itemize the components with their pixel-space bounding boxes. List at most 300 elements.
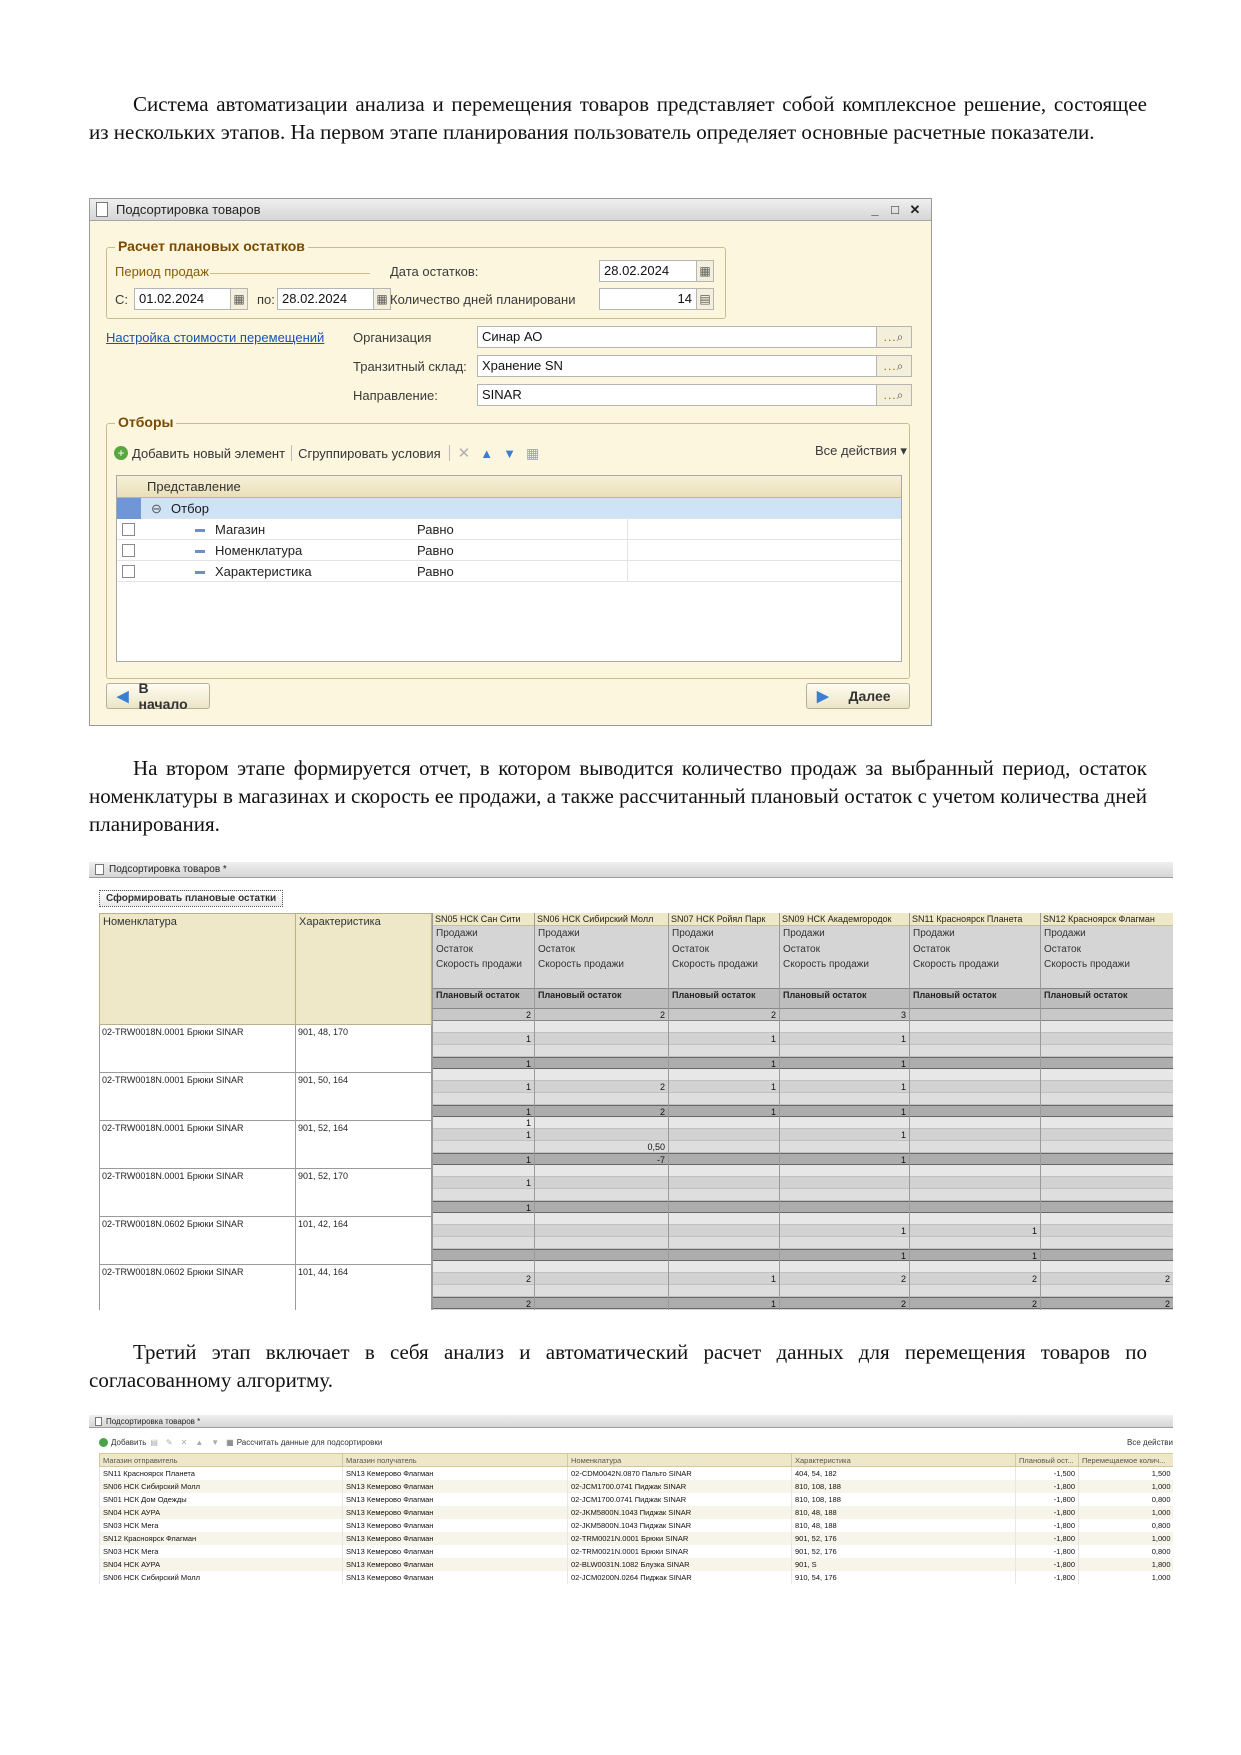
add-button[interactable]: Добавить	[111, 1437, 147, 1447]
table-cell: -1,800	[1016, 1480, 1079, 1493]
add-element-button[interactable]: Добавить новый элемент	[132, 445, 286, 461]
filters-table-header	[117, 476, 901, 498]
nomenclature-header: Номенклатура	[99, 913, 296, 1025]
table-row[interactable]	[100, 1506, 1174, 1519]
store-value: 1	[433, 1057, 534, 1069]
filter-checkbox[interactable]	[122, 565, 135, 578]
filter-field-name: Магазин	[215, 522, 266, 537]
table-cell: -1,800	[1016, 1506, 1079, 1519]
table-cell: 1,000	[1079, 1506, 1174, 1519]
store-item-block	[535, 1021, 668, 1069]
store-value: 2	[910, 1273, 1040, 1285]
table-cell: 901, S	[792, 1558, 1016, 1571]
group-conditions-button[interactable]: Сгруппировать условия	[298, 445, 441, 461]
settings-grid-icon[interactable]: ▦	[525, 444, 540, 461]
table-cell: SN03 НСК Мега	[100, 1519, 343, 1532]
store-item-block	[780, 1261, 909, 1309]
table-cell: 0,800	[1079, 1545, 1174, 1558]
store-value	[433, 1045, 534, 1057]
store-name: SN06 НСК Сибирский Молл	[535, 913, 668, 926]
store-item-block	[1041, 1117, 1173, 1165]
table-cell: 1,800	[1079, 1558, 1174, 1571]
table-cell: SN13 Кемерово Флагман	[343, 1532, 568, 1545]
from-label: С:	[115, 292, 128, 307]
store-value	[669, 1129, 779, 1141]
field-icon	[195, 550, 205, 553]
store-value	[910, 1057, 1040, 1069]
store-value	[1041, 1069, 1173, 1081]
table-cell: -1,500	[1016, 1467, 1079, 1480]
store-value: 2	[433, 1297, 534, 1309]
table-cell: SN03 НСК Мега	[100, 1545, 343, 1558]
store-total: 2	[535, 1009, 668, 1021]
table-cell: 02-TRM0021N.0001 Брюки SINAR	[568, 1545, 792, 1558]
report-row-headers	[99, 913, 432, 1310]
store-value	[1041, 1093, 1173, 1105]
store-value	[780, 1165, 909, 1177]
store-value	[780, 1189, 909, 1201]
edit-icon[interactable]: ✎	[165, 1437, 173, 1447]
search-icon: ⌕	[896, 330, 905, 344]
store-item-block	[669, 1117, 779, 1165]
calculate-icon: ▦	[226, 1437, 234, 1447]
store-value	[910, 1033, 1040, 1045]
store-value	[910, 1045, 1040, 1057]
store-column	[432, 913, 534, 1310]
store-value: -7	[535, 1153, 668, 1165]
document-icon	[95, 864, 104, 875]
speed-label: Скорость продажи	[910, 958, 1040, 988]
table-cell: 1,000	[1079, 1480, 1174, 1493]
planning-days-field[interactable]: 14	[599, 288, 697, 310]
store-value: 1	[433, 1153, 534, 1165]
back-to-start-button[interactable]	[106, 680, 210, 712]
calculate-data-button[interactable]: Рассчитать данные для подсортировки	[236, 1437, 383, 1447]
store-value	[535, 1093, 668, 1105]
assortment-window-step1	[89, 198, 932, 726]
table-cell: SN04 НСК АУРА	[100, 1506, 343, 1519]
store-value	[780, 1237, 909, 1249]
store-value	[535, 1057, 668, 1069]
stock-label: Остаток	[910, 942, 1040, 958]
table-row[interactable]	[100, 1467, 1174, 1480]
store-value	[433, 1093, 534, 1105]
table-cell: 810, 108, 188	[792, 1493, 1016, 1506]
organization-field[interactable]: Синар АО	[477, 326, 877, 348]
store-value	[433, 1189, 534, 1201]
store-total: 2	[669, 1009, 779, 1021]
store-value	[433, 1237, 534, 1249]
window-title: Подсортировка товаров *	[106, 1416, 201, 1426]
store-value	[669, 1117, 779, 1129]
store-item-block	[433, 1117, 534, 1165]
store-value	[780, 1285, 909, 1297]
column-header[interactable]: Магазин получатель	[343, 1454, 568, 1467]
store-item-block	[433, 1165, 534, 1213]
filter-checkbox[interactable]	[122, 523, 135, 536]
characteristic-cell: 901, 52, 164	[295, 1121, 432, 1169]
table-cell: 810, 48, 188	[792, 1519, 1016, 1532]
store-value	[910, 1285, 1040, 1297]
store-value	[535, 1177, 668, 1189]
sales-label: Продажи	[433, 926, 534, 942]
store-item-block	[780, 1021, 909, 1069]
nomenclature-cell: 02-TRW0018N.0001 Брюки SINAR	[99, 1169, 296, 1217]
store-value	[910, 1081, 1040, 1093]
copy-icon[interactable]: ▤	[150, 1437, 158, 1447]
table-cell: 901, 52, 176	[792, 1545, 1016, 1558]
stock-date-field[interactable]: 28.02.2024	[599, 260, 697, 282]
plan-stock-label: Плановый остаток	[780, 988, 909, 1009]
nomenclature-cell: 02-TRW0018N.0001 Брюки SINAR	[99, 1073, 296, 1121]
table-row[interactable]	[100, 1545, 1174, 1558]
organization-label: Организация	[353, 330, 432, 345]
store-value	[535, 1213, 668, 1225]
table-cell: 02-JKM5800N.1043 Пиджак SINAR	[568, 1506, 792, 1519]
store-value	[535, 1249, 668, 1261]
transit-warehouse-field[interactable]: Хранение SN	[477, 355, 877, 377]
move-down-icon[interactable]: ▼	[503, 445, 516, 461]
store-value	[669, 1153, 779, 1165]
store-item-block	[780, 1069, 909, 1117]
store-value	[535, 1237, 668, 1249]
store-value	[910, 1261, 1040, 1273]
transit-warehouse-label: Транзитный склад:	[353, 359, 467, 374]
store-value: 2	[780, 1273, 909, 1285]
store-value	[433, 1069, 534, 1081]
store-value: 1	[433, 1129, 534, 1141]
table-cell: SN13 Кемерово Флагман	[343, 1467, 568, 1480]
characteristic-header: Характеристика	[295, 913, 432, 1025]
store-item-block	[910, 1165, 1040, 1213]
store-value	[780, 1213, 909, 1225]
table-cell: SN06 НСК Сибирский Молл	[100, 1571, 343, 1584]
period-from-field[interactable]: 01.02.2024	[134, 288, 232, 310]
store-item-block	[910, 1069, 1040, 1117]
store-value: 2	[535, 1105, 668, 1117]
table-cell: -1,800	[1016, 1493, 1079, 1506]
direction-field[interactable]: SINAR	[477, 384, 877, 406]
delete-icon[interactable]: ✕	[180, 1437, 188, 1447]
store-value	[535, 1189, 668, 1201]
store-value	[780, 1045, 909, 1057]
store-value	[669, 1261, 779, 1273]
store-value	[669, 1069, 779, 1081]
back-button-label: В начало	[138, 680, 188, 712]
arrow-left-icon: ◀	[117, 688, 129, 705]
table-cell: SN13 Кемерово Флагман	[343, 1545, 568, 1558]
table-cell: SN01 НСК Дом Одежды	[100, 1493, 343, 1506]
store-item-block	[669, 1213, 779, 1261]
store-item-block	[433, 1213, 534, 1261]
transfer-toolbar	[99, 1435, 1173, 1449]
window-title: Подсортировка товаров *	[109, 864, 227, 875]
intro-paragraph	[89, 90, 1147, 146]
store-value: 2	[780, 1297, 909, 1309]
characteristic-cell: 101, 44, 164	[295, 1265, 432, 1310]
column-header[interactable]: Номенклатура	[568, 1454, 792, 1467]
stock-label: Остаток	[780, 942, 909, 958]
store-value	[669, 1249, 779, 1261]
store-item-block	[1041, 1021, 1173, 1069]
date-label: Дата остатков:	[390, 264, 479, 279]
column-header[interactable]: Характеристика	[792, 1454, 1016, 1467]
period-divider	[210, 273, 370, 274]
store-column	[534, 913, 668, 1310]
store-value: 2	[1041, 1297, 1173, 1309]
table-cell: -1,800	[1016, 1519, 1079, 1532]
store-total	[1041, 1009, 1173, 1021]
store-value	[1041, 1153, 1173, 1165]
store-value	[535, 1297, 668, 1309]
field-icon	[195, 571, 205, 574]
table-cell: -1,800	[1016, 1558, 1079, 1571]
store-item-block	[669, 1069, 779, 1117]
add-icon	[99, 1438, 108, 1447]
plan-stock-label: Плановый остаток	[910, 988, 1040, 1009]
store-item-block	[780, 1117, 909, 1165]
all-actions-menu[interactable]: Все действия ▾	[815, 443, 907, 458]
table-row[interactable]	[100, 1519, 1174, 1532]
store-value	[669, 1285, 779, 1297]
step2-paragraph	[89, 754, 1147, 838]
store-value	[1041, 1165, 1173, 1177]
store-value: 1	[780, 1081, 909, 1093]
plan-stock-label: Плановый остаток	[1041, 988, 1173, 1009]
store-value	[1041, 1021, 1173, 1033]
store-value	[1041, 1129, 1173, 1141]
transit-select-button[interactable]: ...⌕	[876, 355, 912, 377]
store-value	[535, 1201, 668, 1213]
store-total: 3	[780, 1009, 909, 1021]
selection-marker	[117, 498, 141, 519]
table-cell: -1,800	[1016, 1532, 1079, 1545]
sales-label: Продажи	[910, 926, 1040, 942]
store-value	[669, 1237, 779, 1249]
store-value	[780, 1093, 909, 1105]
sales-label: Продажи	[780, 926, 909, 942]
step3-text: Третий этап включает в себя анализ и автоматический расчет данных для перемещения товаров по согласованному алгоритму.	[89, 1340, 1147, 1392]
store-value	[1041, 1081, 1173, 1093]
table-cell: 810, 108, 188	[792, 1480, 1016, 1493]
filter-row[interactable]	[117, 561, 901, 582]
minimize-button[interactable]: _	[871, 202, 879, 217]
move-up-icon[interactable]: ▲	[480, 445, 494, 461]
table-cell: 02-JCM1700.0741 Пиджак SINAR	[568, 1480, 792, 1493]
store-item-block	[433, 1069, 534, 1117]
column-divider	[627, 519, 628, 540]
store-value	[535, 1285, 668, 1297]
store-value	[669, 1141, 779, 1153]
transfer-table	[99, 1453, 1173, 1584]
store-item-block	[1041, 1261, 1173, 1309]
store-total: 2	[433, 1009, 534, 1021]
store-value	[780, 1021, 909, 1033]
step2-text: На втором этапе формируется отчет, в котором выводится количество продаж за выбранный период, остаток номенклатуры в магазинах и скорость ее продажи, а также рассчитанный плановый остаток с учетом количества дней планирования.	[89, 756, 1147, 836]
table-row[interactable]	[100, 1532, 1174, 1545]
store-name: SN05 НСК Сан Сити	[433, 913, 534, 926]
store-value	[910, 1153, 1040, 1165]
table-row[interactable]	[100, 1558, 1174, 1571]
store-item-block	[1041, 1069, 1173, 1117]
store-value: 1	[780, 1129, 909, 1141]
store-value	[910, 1177, 1040, 1189]
transfer-cost-settings-link[interactable]: Настройка стоимости перемещений	[106, 330, 325, 345]
calendar-icon[interactable]: ▦	[373, 288, 391, 310]
direction-select-button[interactable]: ...⌕	[876, 384, 912, 406]
store-value	[910, 1117, 1040, 1129]
table-cell: SN13 Кемерово Флагман	[343, 1519, 568, 1532]
store-value	[535, 1165, 668, 1177]
next-button[interactable]	[806, 683, 910, 709]
filter-row[interactable]	[117, 540, 901, 561]
store-value	[535, 1033, 668, 1045]
store-value	[669, 1201, 779, 1213]
store-value	[780, 1261, 909, 1273]
store-value	[1041, 1225, 1173, 1237]
window-title: Подсортировка товаров	[116, 202, 261, 217]
collapse-icon[interactable]: ⊖	[151, 501, 162, 516]
period-to-field[interactable]: 28.02.2024	[277, 288, 375, 310]
store-value: 1	[780, 1249, 909, 1261]
filter-checkbox[interactable]	[122, 544, 135, 557]
stock-label: Остаток	[1041, 942, 1173, 958]
store-value: 1	[433, 1105, 534, 1117]
store-item-block	[535, 1117, 668, 1165]
table-row[interactable]	[100, 1571, 1174, 1584]
store-value	[910, 1021, 1040, 1033]
store-value	[433, 1225, 534, 1237]
store-value	[669, 1213, 779, 1225]
store-item-block	[535, 1213, 668, 1261]
table-cell: 02-JCM0200N.0264 Пиджак SINAR	[568, 1571, 792, 1584]
calendar-icon[interactable]: ▦	[230, 288, 248, 310]
store-value	[780, 1141, 909, 1153]
store-value	[910, 1237, 1040, 1249]
table-cell: SN04 НСК АУРА	[100, 1558, 343, 1571]
assortment-window-step2	[89, 862, 1173, 1310]
column-header[interactable]: Магазин отправитель	[100, 1454, 343, 1467]
column-header[interactable]: Плановый ост...	[1016, 1454, 1079, 1467]
filter-row[interactable]	[117, 519, 901, 540]
store-item-block	[433, 1021, 534, 1069]
store-value: 1	[669, 1105, 779, 1117]
store-name: SN07 НСК Ройял Парк	[669, 913, 779, 926]
store-item-block	[1041, 1213, 1173, 1261]
store-value	[433, 1021, 534, 1033]
store-value: 1	[780, 1153, 909, 1165]
filter-condition: Равно	[417, 543, 454, 558]
filter-field-name: Номенклатура	[215, 543, 303, 558]
all-actions-menu[interactable]: Все действи	[1127, 1437, 1173, 1447]
to-label: по:	[257, 292, 275, 307]
store-value: 2	[535, 1081, 668, 1093]
move-down-icon[interactable]: ▼	[211, 1437, 220, 1447]
close-button[interactable]: ✕	[909, 201, 921, 217]
nomenclature-cell: 02-TRW0018N.0602 Брюки SINAR	[99, 1217, 296, 1265]
store-value	[669, 1093, 779, 1105]
store-value	[1041, 1177, 1173, 1189]
table-cell: 02-JKM5800N.1043 Пиджак SINAR	[568, 1519, 792, 1532]
table-row[interactable]	[100, 1493, 1174, 1506]
calculator-icon[interactable]: ▤	[696, 288, 714, 310]
speed-label: Скорость продажи	[780, 958, 909, 988]
table-row[interactable]	[100, 1480, 1174, 1493]
store-value: 2	[1041, 1273, 1173, 1285]
filter-condition: Равно	[417, 564, 454, 579]
move-up-icon[interactable]: ▲	[195, 1437, 204, 1447]
report-store-columns	[432, 913, 1173, 1310]
stock-label: Остаток	[535, 942, 668, 958]
filters-legend: Отборы	[115, 414, 176, 430]
arrow-right-icon: ▶	[817, 688, 829, 705]
step3-paragraph	[89, 1338, 1147, 1394]
store-column	[779, 913, 909, 1310]
store-value	[433, 1141, 534, 1153]
store-value: 1	[433, 1081, 534, 1093]
table-cell: 910, 54, 176	[792, 1571, 1016, 1584]
table-cell: SN12 Красноярск Флагман	[100, 1532, 343, 1545]
table-cell: 901, 52, 176	[792, 1532, 1016, 1545]
calendar-icon[interactable]: ▦	[696, 260, 714, 282]
filter-condition: Равно	[417, 522, 454, 537]
search-icon: ⌕	[896, 359, 905, 373]
column-header[interactable]: Перемещаемое колич...	[1079, 1454, 1174, 1467]
plan-stock-label: Плановый остаток	[669, 988, 779, 1009]
store-total	[910, 1009, 1040, 1021]
store-value	[780, 1069, 909, 1081]
store-value	[433, 1165, 534, 1177]
window-titlebar	[89, 862, 1173, 878]
organization-select-button[interactable]: ...⌕	[876, 326, 912, 348]
filters-table	[116, 475, 902, 662]
window-titlebar	[90, 199, 931, 221]
store-value	[910, 1141, 1040, 1153]
store-column	[1040, 913, 1173, 1310]
table-cell: 02-JCM1700.0741 Пиджак SINAR	[568, 1493, 792, 1506]
store-column	[668, 913, 779, 1310]
store-value: 2	[910, 1297, 1040, 1309]
table-cell: 02-CDM0042N.0870 Пальто SINAR	[568, 1467, 792, 1480]
store-item-block	[433, 1261, 534, 1309]
store-value	[1041, 1261, 1173, 1273]
plan-stock-label: Плановый остаток	[433, 988, 534, 1009]
table-cell: 1,000	[1079, 1571, 1174, 1584]
table-cell: SN13 Кемерово Флагман	[343, 1558, 568, 1571]
maximize-button[interactable]: □	[891, 202, 899, 217]
planning-days-label: Количество дней планировани	[390, 292, 576, 307]
column-divider	[627, 540, 628, 561]
plan-stock-label: Плановый остаток	[535, 988, 668, 1009]
intro-text: Система автоматизации анализа и перемещения товаров представляет собой комплексное решение, состоящее из нескольких этапов. На первом этапе планирования пользователь определяет основные расчетные показатели.	[89, 92, 1147, 144]
generate-plan-stock-button[interactable]: Сформировать плановые остатки	[99, 890, 283, 907]
store-value	[910, 1105, 1040, 1117]
store-value	[1041, 1249, 1173, 1261]
document-icon	[95, 1417, 102, 1426]
store-value	[433, 1249, 534, 1261]
calc-plan-legend: Расчет плановых остатков	[115, 238, 308, 254]
store-value	[669, 1225, 779, 1237]
store-name: SN11 Красноярск Планета	[910, 913, 1040, 926]
store-value	[780, 1177, 909, 1189]
filter-root-row[interactable]	[117, 498, 901, 519]
filters-toolbar	[114, 444, 539, 462]
store-value	[669, 1177, 779, 1189]
characteristic-cell: 101, 42, 164	[295, 1217, 432, 1265]
speed-label: Скорость продажи	[1041, 958, 1173, 988]
delete-icon[interactable]: ✕	[457, 445, 471, 462]
filter-root-label: Отбор	[171, 501, 209, 516]
